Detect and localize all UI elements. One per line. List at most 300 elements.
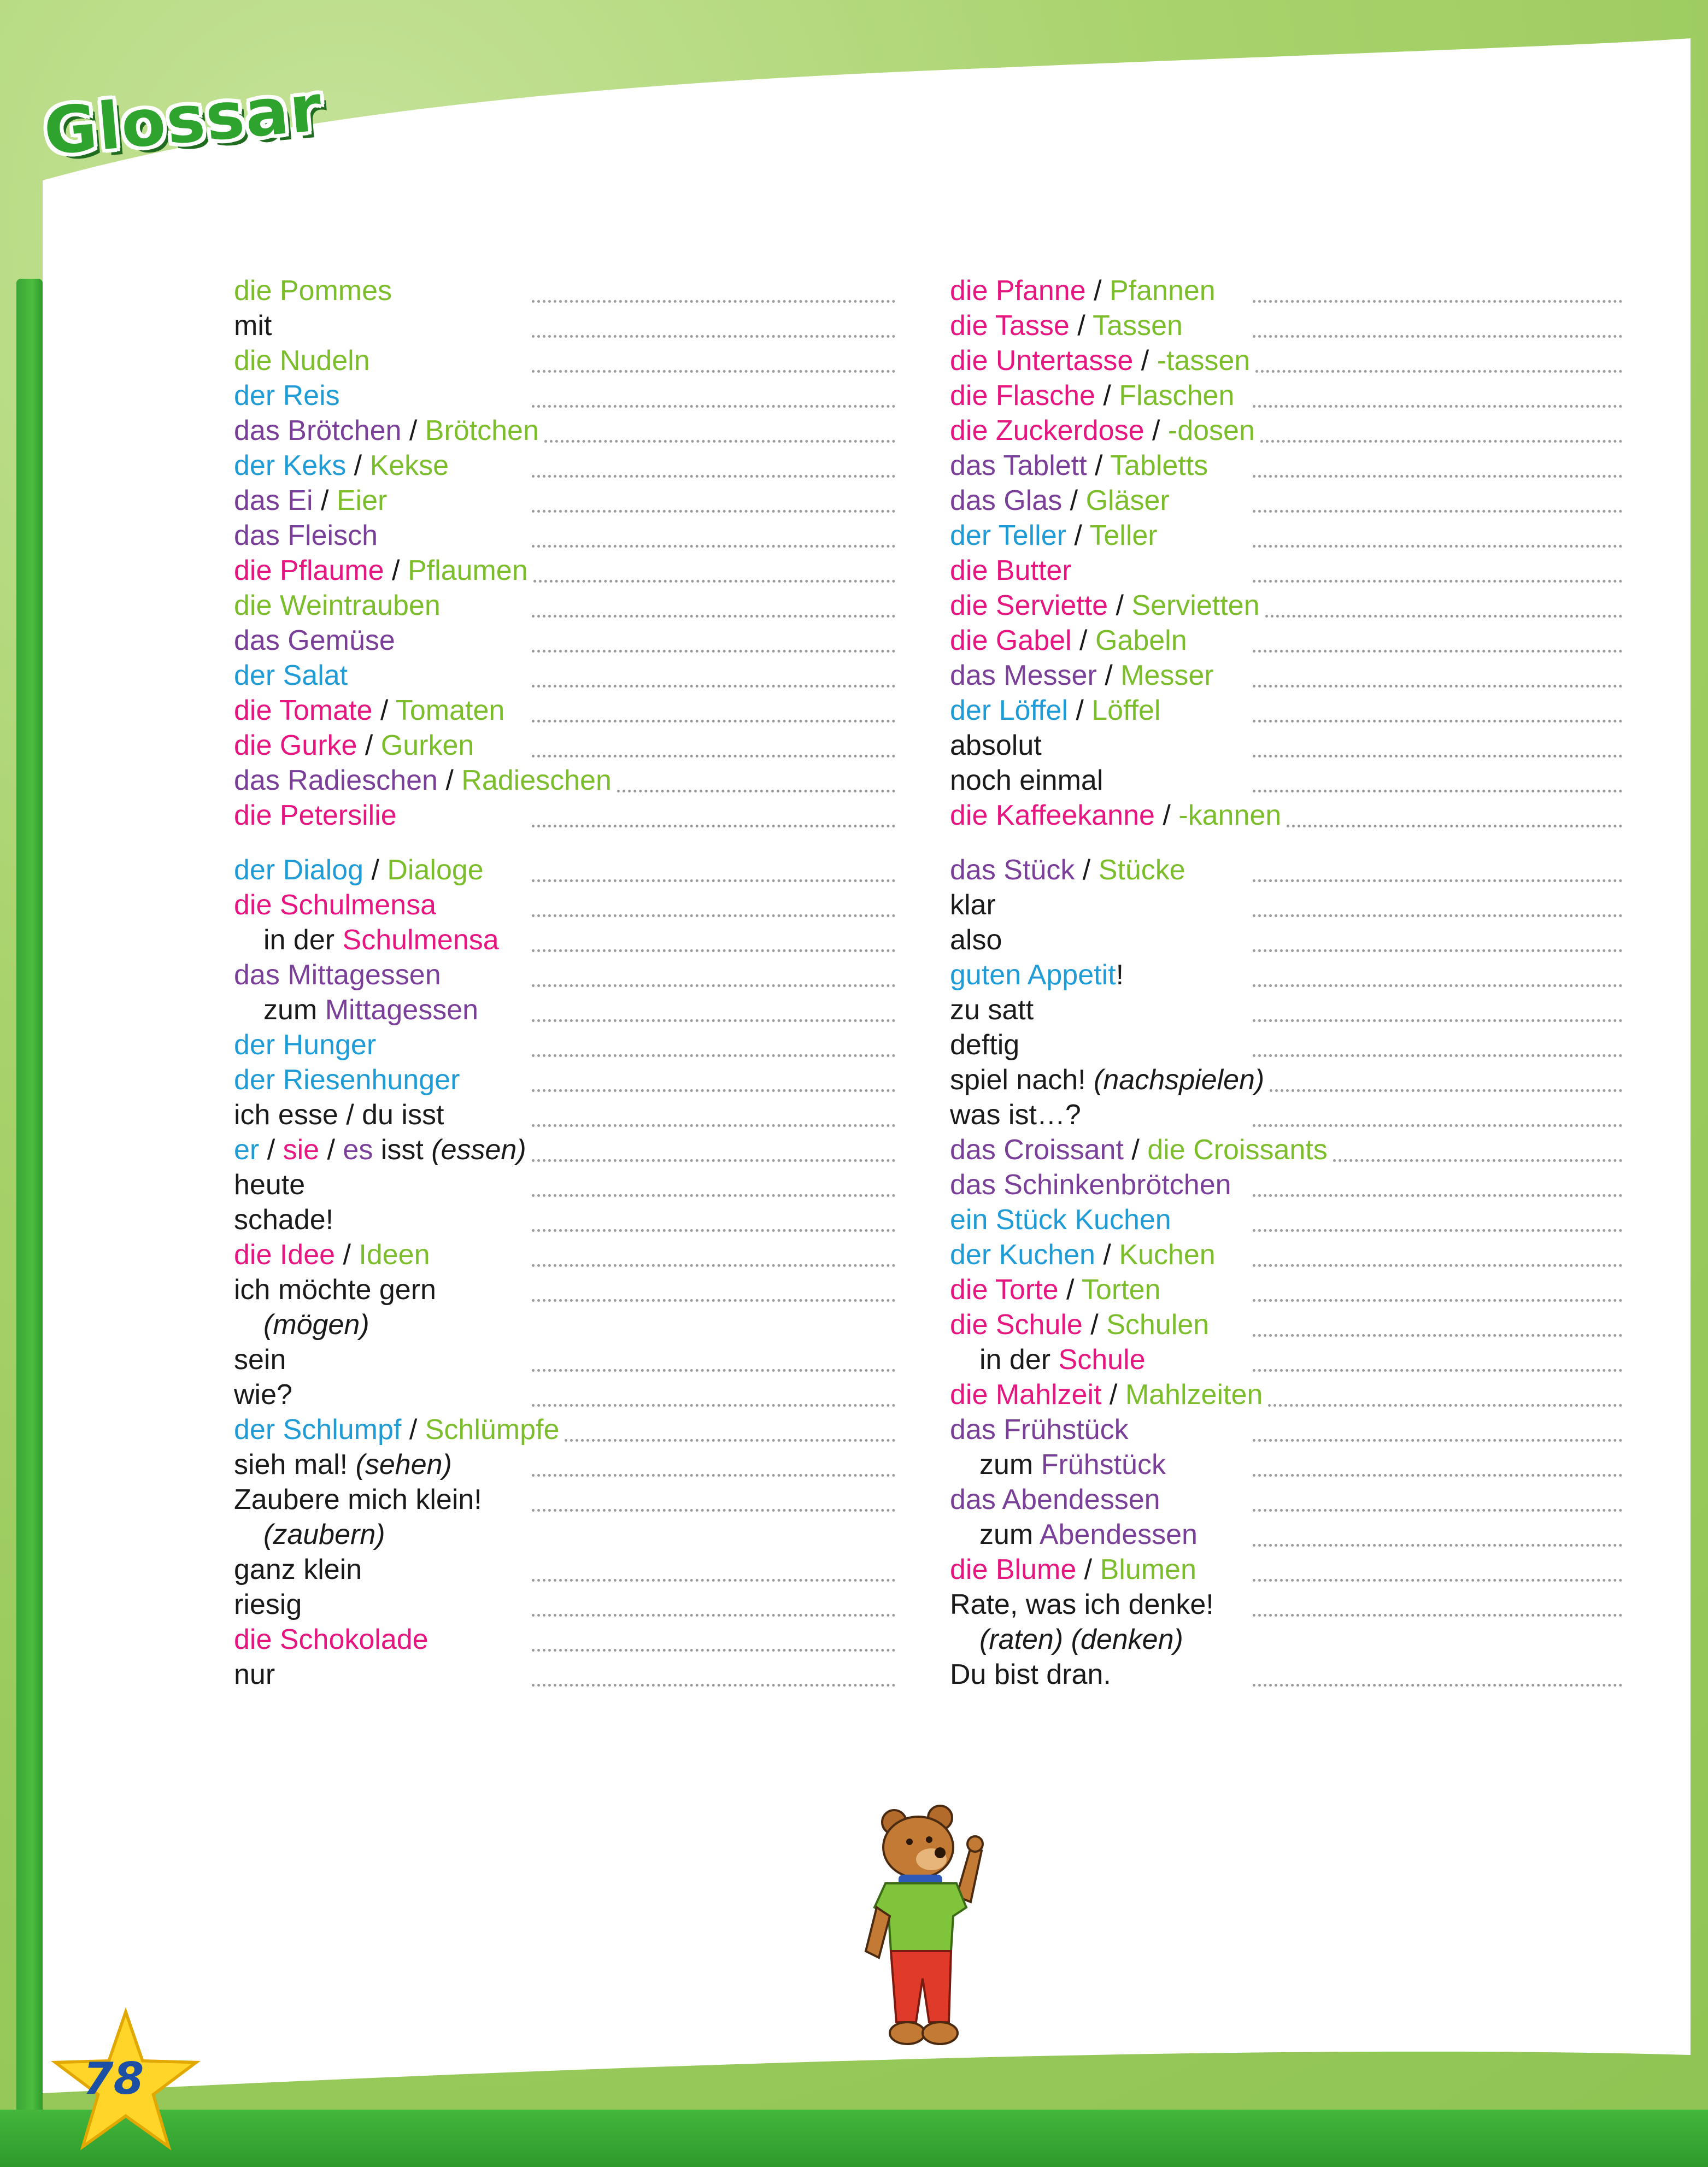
glossary-term: [950, 1552, 1196, 1587]
glossary-entry: [950, 1167, 1622, 1202]
answer-line[interactable]: [532, 1229, 896, 1232]
glossary-term: [950, 553, 1072, 588]
glossary-term: [950, 1587, 1214, 1622]
term-part: sie: [283, 1134, 320, 1166]
answer-line[interactable]: [1253, 1124, 1623, 1127]
glossary-term: [234, 763, 612, 798]
glossary-term: [234, 1447, 452, 1482]
glossary-entry: [234, 1517, 895, 1552]
answer-line[interactable]: [1253, 510, 1623, 513]
term-part: (sehen): [355, 1449, 452, 1481]
answer-line[interactable]: [532, 300, 896, 303]
glossary-term: [950, 728, 1042, 763]
answer-line[interactable]: [532, 1089, 896, 1092]
glossary-term: [234, 1307, 369, 1342]
term-part: /: [1095, 1239, 1119, 1271]
glossary-term: [950, 483, 1170, 518]
term-part: /: [1082, 1309, 1107, 1341]
term-part: (nachspielen): [1094, 1064, 1265, 1096]
answer-line[interactable]: [532, 370, 896, 373]
glossary-entry: [950, 448, 1622, 483]
answer-line[interactable]: [532, 1579, 896, 1582]
term-part: spiel nach!: [950, 1064, 1094, 1096]
glossary-entry: [950, 518, 1622, 553]
answer-line[interactable]: [1253, 1579, 1623, 1582]
glossary-entry: [234, 693, 895, 728]
glossary-term: [950, 1272, 1160, 1307]
term-part: Kekse: [369, 450, 449, 481]
answer-line[interactable]: [1253, 1019, 1623, 1022]
glossary-term: [950, 1517, 1198, 1552]
glossary-entry: [950, 1202, 1622, 1237]
answer-line[interactable]: [532, 1614, 896, 1617]
term-part: /: [1062, 485, 1086, 516]
glossary-term: [234, 378, 340, 413]
answer-line[interactable]: [532, 879, 896, 882]
glossary-entry: [234, 1342, 895, 1377]
glossary-entry: [234, 1447, 895, 1482]
glossary-term: [234, 658, 348, 693]
glossary-term: [950, 378, 1234, 413]
term-part: heute: [234, 1169, 306, 1201]
answer-line[interactable]: [1253, 984, 1623, 987]
glossary-entry: [234, 1062, 895, 1097]
answer-line[interactable]: [1253, 545, 1623, 548]
term-part: Löffel: [1091, 695, 1161, 726]
answer-line[interactable]: [532, 685, 896, 688]
answer-line[interactable]: [1253, 1369, 1623, 1372]
term-part: die Kaffeekanne: [950, 800, 1155, 831]
answer-line[interactable]: [532, 1054, 896, 1057]
term-part: die Butter: [950, 555, 1072, 586]
term-part: der Kuchen: [950, 1239, 1095, 1271]
term-part: Gläser: [1085, 485, 1170, 516]
term-part: Radieschen: [461, 765, 612, 796]
term-part: !: [1116, 959, 1124, 991]
term-part: /: [1085, 275, 1110, 307]
glossary-entry: [950, 1517, 1622, 1552]
term-part: die Weintrauben: [234, 590, 441, 621]
glossary-term: [950, 1657, 1111, 1692]
term-part: -kannen: [1178, 800, 1282, 831]
glossary-entry: [950, 1657, 1622, 1692]
answer-line[interactable]: [1265, 615, 1622, 618]
glossary-entry: [950, 483, 1622, 518]
answer-line[interactable]: [532, 1299, 896, 1302]
answer-line[interactable]: [1253, 720, 1623, 723]
glossary-term: [950, 1447, 1166, 1482]
term-part: ich möchte gern: [234, 1274, 436, 1306]
glossary-term: [950, 1342, 1146, 1377]
term-part: Mahlzeiten: [1125, 1379, 1263, 1411]
answer-line[interactable]: [532, 650, 896, 653]
term-part: es: [343, 1134, 373, 1166]
glossary-entry: [234, 958, 895, 993]
term-part: wie?: [234, 1379, 292, 1411]
term-part: die Torte: [950, 1274, 1059, 1306]
answer-line[interactable]: [532, 510, 896, 513]
glossary-term: [234, 853, 484, 888]
answer-line[interactable]: [617, 790, 895, 792]
term-part: isst: [373, 1134, 432, 1166]
glossary-term: [234, 1412, 559, 1447]
answer-line[interactable]: [1253, 1194, 1623, 1197]
answer-line[interactable]: [532, 1404, 896, 1407]
answer-line[interactable]: [532, 1159, 895, 1162]
glossary-entry: [950, 888, 1622, 923]
answer-line[interactable]: [1253, 475, 1623, 478]
term-part: /: [1076, 1554, 1100, 1585]
glossary-entry: [234, 923, 895, 958]
term-part: noch einmal: [950, 765, 1104, 796]
answer-line[interactable]: [1253, 1544, 1623, 1547]
glossary-entry: [950, 1132, 1622, 1167]
glossary-term: [234, 1202, 333, 1237]
term-part: ganz klein: [234, 1554, 362, 1585]
glossary-entry: [950, 1062, 1622, 1097]
answer-line[interactable]: [1253, 1684, 1623, 1687]
glossary-entry: [950, 1307, 1622, 1342]
glossary-term: [950, 853, 1185, 888]
term-part: Blumen: [1100, 1554, 1196, 1585]
answer-line[interactable]: [1333, 1159, 1622, 1162]
answer-line[interactable]: [1253, 790, 1623, 792]
term-part: -dosen: [1167, 415, 1255, 447]
term-part: /: [1087, 450, 1110, 481]
glossary-entry: [234, 308, 895, 343]
term-part: schade!: [234, 1204, 334, 1236]
answer-line[interactable]: [1253, 1509, 1623, 1512]
glossary-entry: [234, 623, 895, 658]
term-part: die Pommes: [234, 275, 392, 307]
term-part: /: [363, 854, 388, 886]
glossary-term: [234, 1272, 436, 1307]
glossary-entry: [950, 588, 1622, 623]
answer-line[interactable]: [1287, 825, 1622, 827]
glossary-entry: [950, 658, 1622, 693]
term-part: Tomaten: [395, 695, 505, 726]
answer-line[interactable]: [1253, 685, 1623, 688]
term-part: Schulmensa: [342, 924, 499, 956]
term-part: die Schokolade: [234, 1624, 429, 1655]
term-part: (zaubern): [263, 1519, 385, 1551]
answer-line[interactable]: [533, 580, 895, 583]
glossary-entry: [950, 728, 1622, 763]
glossary-entry: [950, 763, 1622, 798]
glossary-entry: [950, 1027, 1622, 1062]
glossary-term: [234, 1027, 376, 1062]
answer-line[interactable]: [565, 1439, 895, 1442]
term-part: Mittagessen: [325, 994, 479, 1026]
glossary-entry: [950, 1237, 1622, 1272]
term-part: er: [234, 1134, 260, 1166]
term-part: absolut: [950, 730, 1042, 761]
glossary-term: [234, 518, 378, 553]
glossary-term: [950, 993, 1034, 1027]
glossary-entry: [234, 853, 895, 888]
glossary-term: [234, 1657, 275, 1692]
glossary-entry: [950, 1377, 1622, 1412]
glossary-entry: [950, 958, 1622, 993]
term-part: die Schule: [950, 1309, 1083, 1341]
answer-line[interactable]: [532, 1264, 896, 1267]
glossary-entry: [950, 1272, 1622, 1307]
answer-line[interactable]: [1270, 1089, 1622, 1092]
term-part: /: [1133, 345, 1157, 377]
term-part: die Flasche: [950, 380, 1095, 412]
glossary-term: [950, 1412, 1129, 1447]
answer-line[interactable]: [532, 1649, 896, 1652]
term-part: die Serviette: [950, 590, 1108, 621]
answer-line[interactable]: [1253, 755, 1623, 757]
answer-line[interactable]: [1253, 1054, 1623, 1057]
glossary-term: [234, 308, 272, 343]
answer-line[interactable]: [1268, 1404, 1622, 1407]
glossary-entry: [950, 308, 1622, 343]
glossary-term: [950, 1027, 1019, 1062]
answer-line[interactable]: [532, 545, 896, 548]
glossary-term: [234, 553, 528, 588]
glossary-entry: [234, 588, 895, 623]
term-part: das Ei: [234, 485, 313, 516]
glossary-entry: [950, 273, 1622, 308]
glossary-term: [234, 1482, 482, 1517]
glossary-entry: [234, 378, 895, 413]
glossary-entry: [234, 1237, 895, 1272]
glossary-entry: [950, 1342, 1622, 1377]
term-part: zum: [263, 994, 325, 1026]
term-part: guten Appetit: [950, 959, 1116, 991]
answer-line[interactable]: [1253, 1439, 1623, 1442]
term-part: die Blume: [950, 1554, 1077, 1585]
glossary-term: [234, 588, 441, 623]
answer-line[interactable]: [532, 949, 896, 952]
answer-line[interactable]: [532, 1684, 896, 1687]
glossary-entry: [234, 1167, 895, 1202]
term-part: zu satt: [950, 994, 1034, 1026]
glossary-term: [234, 1237, 430, 1272]
glossary-entry: [234, 273, 895, 308]
answer-line[interactable]: [1253, 300, 1623, 303]
glossary-term: [950, 343, 1250, 378]
answer-line[interactable]: [532, 615, 896, 618]
term-part: sein: [234, 1344, 286, 1376]
glossary-term: [950, 273, 1216, 308]
term-part: das Glas: [950, 485, 1063, 516]
answer-line[interactable]: [532, 1124, 896, 1127]
glossary-entry: [234, 1202, 895, 1237]
term-part: das Schinkenbrötchen: [950, 1169, 1231, 1201]
answer-line[interactable]: [532, 335, 896, 338]
glossary-term: [234, 448, 449, 483]
term-part: Teller: [1089, 520, 1158, 551]
term-part: die Nudeln: [234, 345, 370, 377]
term-part: das Brötchen: [234, 415, 402, 447]
glossary-entry: [234, 448, 895, 483]
answer-line[interactable]: [532, 755, 896, 757]
answer-line[interactable]: [1253, 405, 1623, 408]
answer-line[interactable]: [544, 440, 895, 443]
answer-line[interactable]: [532, 1019, 896, 1022]
glossary-column-left: [234, 273, 895, 1692]
glossary-entry: [234, 343, 895, 378]
glossary-entry: [950, 1552, 1622, 1587]
glossary-entry: [234, 413, 895, 448]
answer-line[interactable]: [532, 914, 896, 917]
glossary-term: [950, 958, 1124, 993]
term-part: das Messer: [950, 660, 1097, 691]
answer-line[interactable]: [532, 1194, 896, 1197]
glossary-entry: [234, 763, 895, 798]
term-part: sieh mal!: [234, 1449, 356, 1481]
glossary-term: [234, 1167, 305, 1202]
term-part: /: [1067, 695, 1092, 726]
term-part: Frühstück: [1041, 1449, 1166, 1481]
answer-line[interactable]: [532, 405, 896, 408]
glossary-entry: [234, 1307, 895, 1342]
glossary-entry: [234, 483, 895, 518]
glossary-entry: [234, 993, 895, 1027]
answer-line[interactable]: [1253, 949, 1623, 952]
term-part: /: [384, 555, 408, 586]
glossary-entry: [234, 1412, 895, 1447]
term-part: Messer: [1120, 660, 1214, 691]
answer-line[interactable]: [1253, 879, 1623, 882]
glossary-entry: [234, 1622, 895, 1657]
term-part: Eier: [336, 485, 388, 516]
term-part: der Teller: [950, 520, 1066, 551]
answer-line[interactable]: [532, 1369, 896, 1372]
answer-line[interactable]: [532, 1509, 896, 1512]
glossary-term: [234, 623, 395, 658]
term-part: das Frühstück: [950, 1414, 1129, 1446]
glossary-term: [950, 1062, 1264, 1097]
term-part: Zaubere mich klein!: [234, 1484, 482, 1516]
glossary-entry: [950, 1587, 1622, 1622]
answer-line[interactable]: [532, 825, 896, 827]
term-part: /: [1096, 660, 1121, 691]
answer-line[interactable]: [1255, 370, 1622, 373]
term-part: /: [401, 1414, 425, 1446]
term-part: /: [259, 1134, 283, 1166]
term-part: Schule: [1058, 1344, 1146, 1376]
term-part: Kuchen: [1119, 1239, 1216, 1271]
term-part: das Radieschen: [234, 765, 438, 796]
term-part: Gurken: [380, 730, 474, 761]
term-part: in der: [979, 1344, 1059, 1376]
left-green-band: [16, 279, 43, 2148]
glossary-entry: [950, 993, 1622, 1027]
term-part: das Stück: [950, 854, 1075, 886]
answer-line[interactable]: [1253, 650, 1623, 653]
glossary-term: [234, 1062, 460, 1097]
term-part: zum: [979, 1519, 1040, 1551]
glossary-term: [234, 728, 474, 763]
glossary-term: [950, 1482, 1160, 1517]
term-part: deftig: [950, 1029, 1020, 1061]
glossary-term: [950, 1202, 1171, 1237]
glossary-term: [950, 1132, 1328, 1167]
glossary-term: [234, 888, 436, 923]
glossary-term: [950, 763, 1103, 798]
term-part: /: [1154, 800, 1179, 831]
term-part: der Riesenhunger: [234, 1064, 460, 1096]
term-part: ein Stück Kuchen: [950, 1204, 1171, 1236]
glossary-term: [234, 483, 387, 518]
term-part: /: [1071, 625, 1095, 656]
answer-line[interactable]: [1253, 335, 1623, 338]
answer-line[interactable]: [1253, 1264, 1623, 1267]
term-part: /: [1069, 310, 1093, 342]
term-part: /: [1058, 1274, 1082, 1306]
term-part: klar: [950, 889, 996, 921]
term-part: /: [1144, 415, 1168, 447]
answer-line[interactable]: [1253, 1334, 1623, 1337]
term-part: Brötchen: [425, 415, 539, 447]
term-part: das Fleisch: [234, 520, 378, 551]
glossary-entry: [234, 518, 895, 553]
glossary-term: [950, 588, 1260, 623]
bear-mascot-icon: [853, 1798, 1006, 2055]
term-part: das Tablett: [950, 450, 1087, 481]
answer-line[interactable]: [1260, 440, 1622, 443]
term-part: zum: [979, 1449, 1041, 1481]
term-part: Tassen: [1093, 310, 1183, 342]
answer-line[interactable]: [1253, 914, 1623, 917]
answer-line[interactable]: [532, 984, 896, 987]
term-part: Pfannen: [1110, 275, 1216, 307]
glossary-entry: [950, 853, 1622, 888]
glossary-term: [234, 343, 370, 378]
answer-line[interactable]: [1253, 1614, 1623, 1617]
glossary-entry: [950, 378, 1622, 413]
answer-line[interactable]: [532, 1474, 896, 1477]
glossary-entry: [234, 1482, 895, 1517]
term-part: der Keks: [234, 450, 347, 481]
answer-line[interactable]: [532, 720, 896, 723]
term-part: Ideen: [359, 1239, 430, 1271]
glossary-term: [950, 308, 1183, 343]
answer-line[interactable]: [1253, 1229, 1623, 1232]
glossary-term: [950, 923, 1002, 958]
answer-line[interactable]: [532, 475, 896, 478]
glossary-term: [234, 1622, 429, 1657]
answer-line[interactable]: [1253, 580, 1623, 583]
term-part: das Mittagessen: [234, 959, 441, 991]
term-part: /: [335, 1239, 359, 1271]
term-part: (essen): [431, 1134, 526, 1166]
glossary-term: [950, 1622, 1183, 1657]
glossary-entry: [950, 1622, 1622, 1657]
term-part: Rate, was ich denke!: [950, 1589, 1214, 1620]
term-part: /: [372, 695, 396, 726]
glossary-term: [950, 798, 1281, 833]
glossary-term: [950, 413, 1255, 448]
answer-line[interactable]: [1253, 1299, 1623, 1302]
term-part: /: [1066, 520, 1090, 551]
glossary-term: [234, 958, 441, 993]
term-part: Stücke: [1098, 854, 1185, 886]
term-part: Schulen: [1106, 1309, 1210, 1341]
glossary-term: [234, 273, 392, 308]
page-title: Glossar: [40, 70, 326, 169]
answer-line[interactable]: [1253, 1474, 1623, 1477]
term-part: die Zuckerdose: [950, 415, 1144, 447]
term-part: /: [1101, 1379, 1125, 1411]
term-part: die Gurke: [234, 730, 357, 761]
term-part: die Schulmensa: [234, 889, 436, 921]
glossary-term: [234, 1552, 362, 1587]
